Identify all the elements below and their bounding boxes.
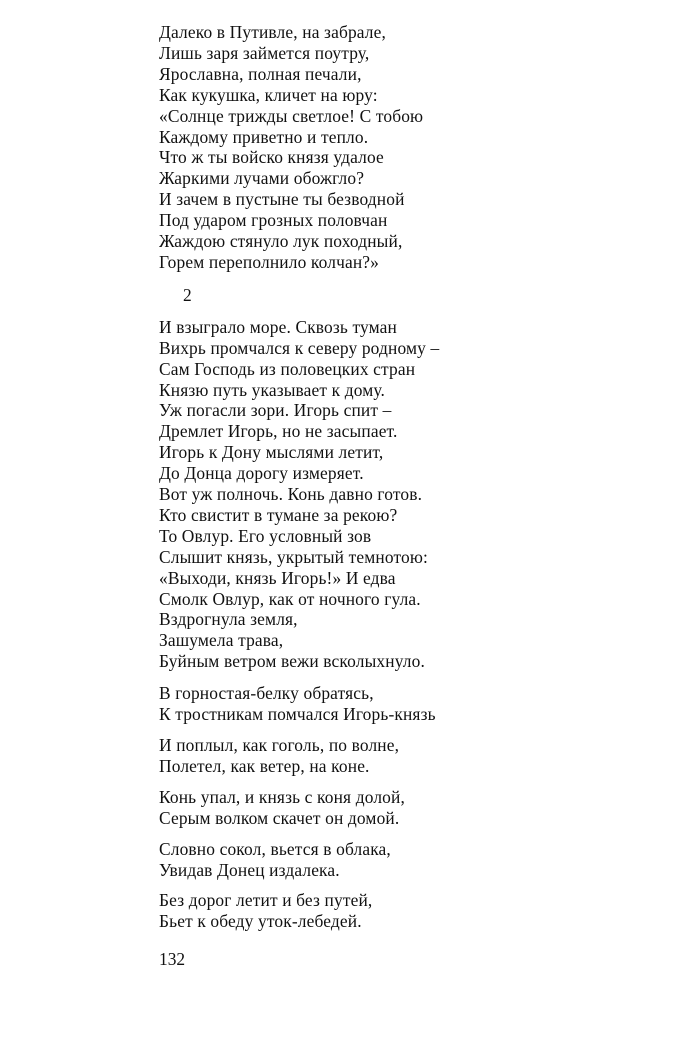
poem-line: Словно сокол, вьется в облака, [159,838,391,859]
poem-line: Без дорог летит и без путей, [159,890,373,911]
poem-line: Дремлет Игорь, но не засыпает. [159,421,398,442]
poem-line: Горем переполнило колчан?» [159,251,380,272]
poem-line: То Овлур. Его условный зов [159,525,372,546]
poem-line: Далеко в Путивле, на забрале, [159,22,387,42]
poem-line: И поплыл, как гоголь, по волне, [159,735,400,755]
poem-line: Игорь к Дону мыслями летит, [159,442,384,463]
poem-line: В горностая-белку обратясь, [159,683,374,704]
stanza-4 [159,735,679,777]
poem-line: Как кукушка, кличет на юру: [159,84,378,105]
stanza-1 [159,22,679,273]
poem-line: Сам Господь из половецких стран [159,358,416,379]
poem-line: Буйным ветром вежи всколыхнуло. [159,651,425,672]
poem-line: Жаждою стянуло лук походный, [159,231,403,252]
poem-line: Князю путь указывает к дому. [159,379,386,400]
poem-line: Кто свистит в тумане за рекою? [159,504,398,525]
poem-line: Уж погасли зори. Игорь спит – [159,400,392,421]
page-number: 132 [159,949,186,970]
poem-line: «Солнце трижды светлое! С тобою [159,105,424,126]
poem-line: Что ж ты войско князя удалое [159,147,384,168]
poem-line: Под ударом грозных половчан [159,210,388,231]
poem-line: Увидав Донец издалека. [159,859,340,880]
stanza-7 [159,890,679,932]
stanza-5 [159,787,679,829]
poem-line: Полетел, как ветер, на коне. [159,755,370,776]
poem-line: Слышит князь, укрытый темнотою: [159,546,428,567]
poem-line: И взыграло море. Сквозь туман [159,316,397,337]
poem-line: Жаркими лучами обожгло? [159,168,365,189]
poem-line: Вихрь промчался к северу родному – [159,337,440,358]
poem-line: Серым волком скачет он домой. [159,807,400,828]
stanza-3 [159,683,679,725]
poem-line: К тростникам помчался Игорь-князь [159,704,436,725]
poem-line: Зашумела трава, [159,630,284,651]
poem-line: Вздрогнула земля, [159,609,298,630]
stanza-6 [159,839,679,881]
section-number: 2 [183,284,192,305]
stanza-2 [159,317,679,672]
poem-line: Лишь заря займется поутру, [159,42,370,63]
poem-line: Смолк Овлур, как от ночного гула. [159,588,421,609]
poem-line: И зачем в пустыне ты безводной [159,189,405,210]
poem-line: Вот уж полночь. Конь давно готов. [159,484,423,505]
poem-line: До Донца дорогу измеряет. [159,463,364,484]
poem-page [159,22,679,970]
poem-line: Конь упал, и князь с коня долой, [159,786,405,807]
poem-line: Ярославна, полная печали, [159,63,362,84]
poem-line: «Выходи, князь Игорь!» И едва [159,567,396,588]
poem-line: Каждому приветно и тепло. [159,126,369,147]
poem-line: Бьет к обеду уток-лебедей. [159,911,362,932]
